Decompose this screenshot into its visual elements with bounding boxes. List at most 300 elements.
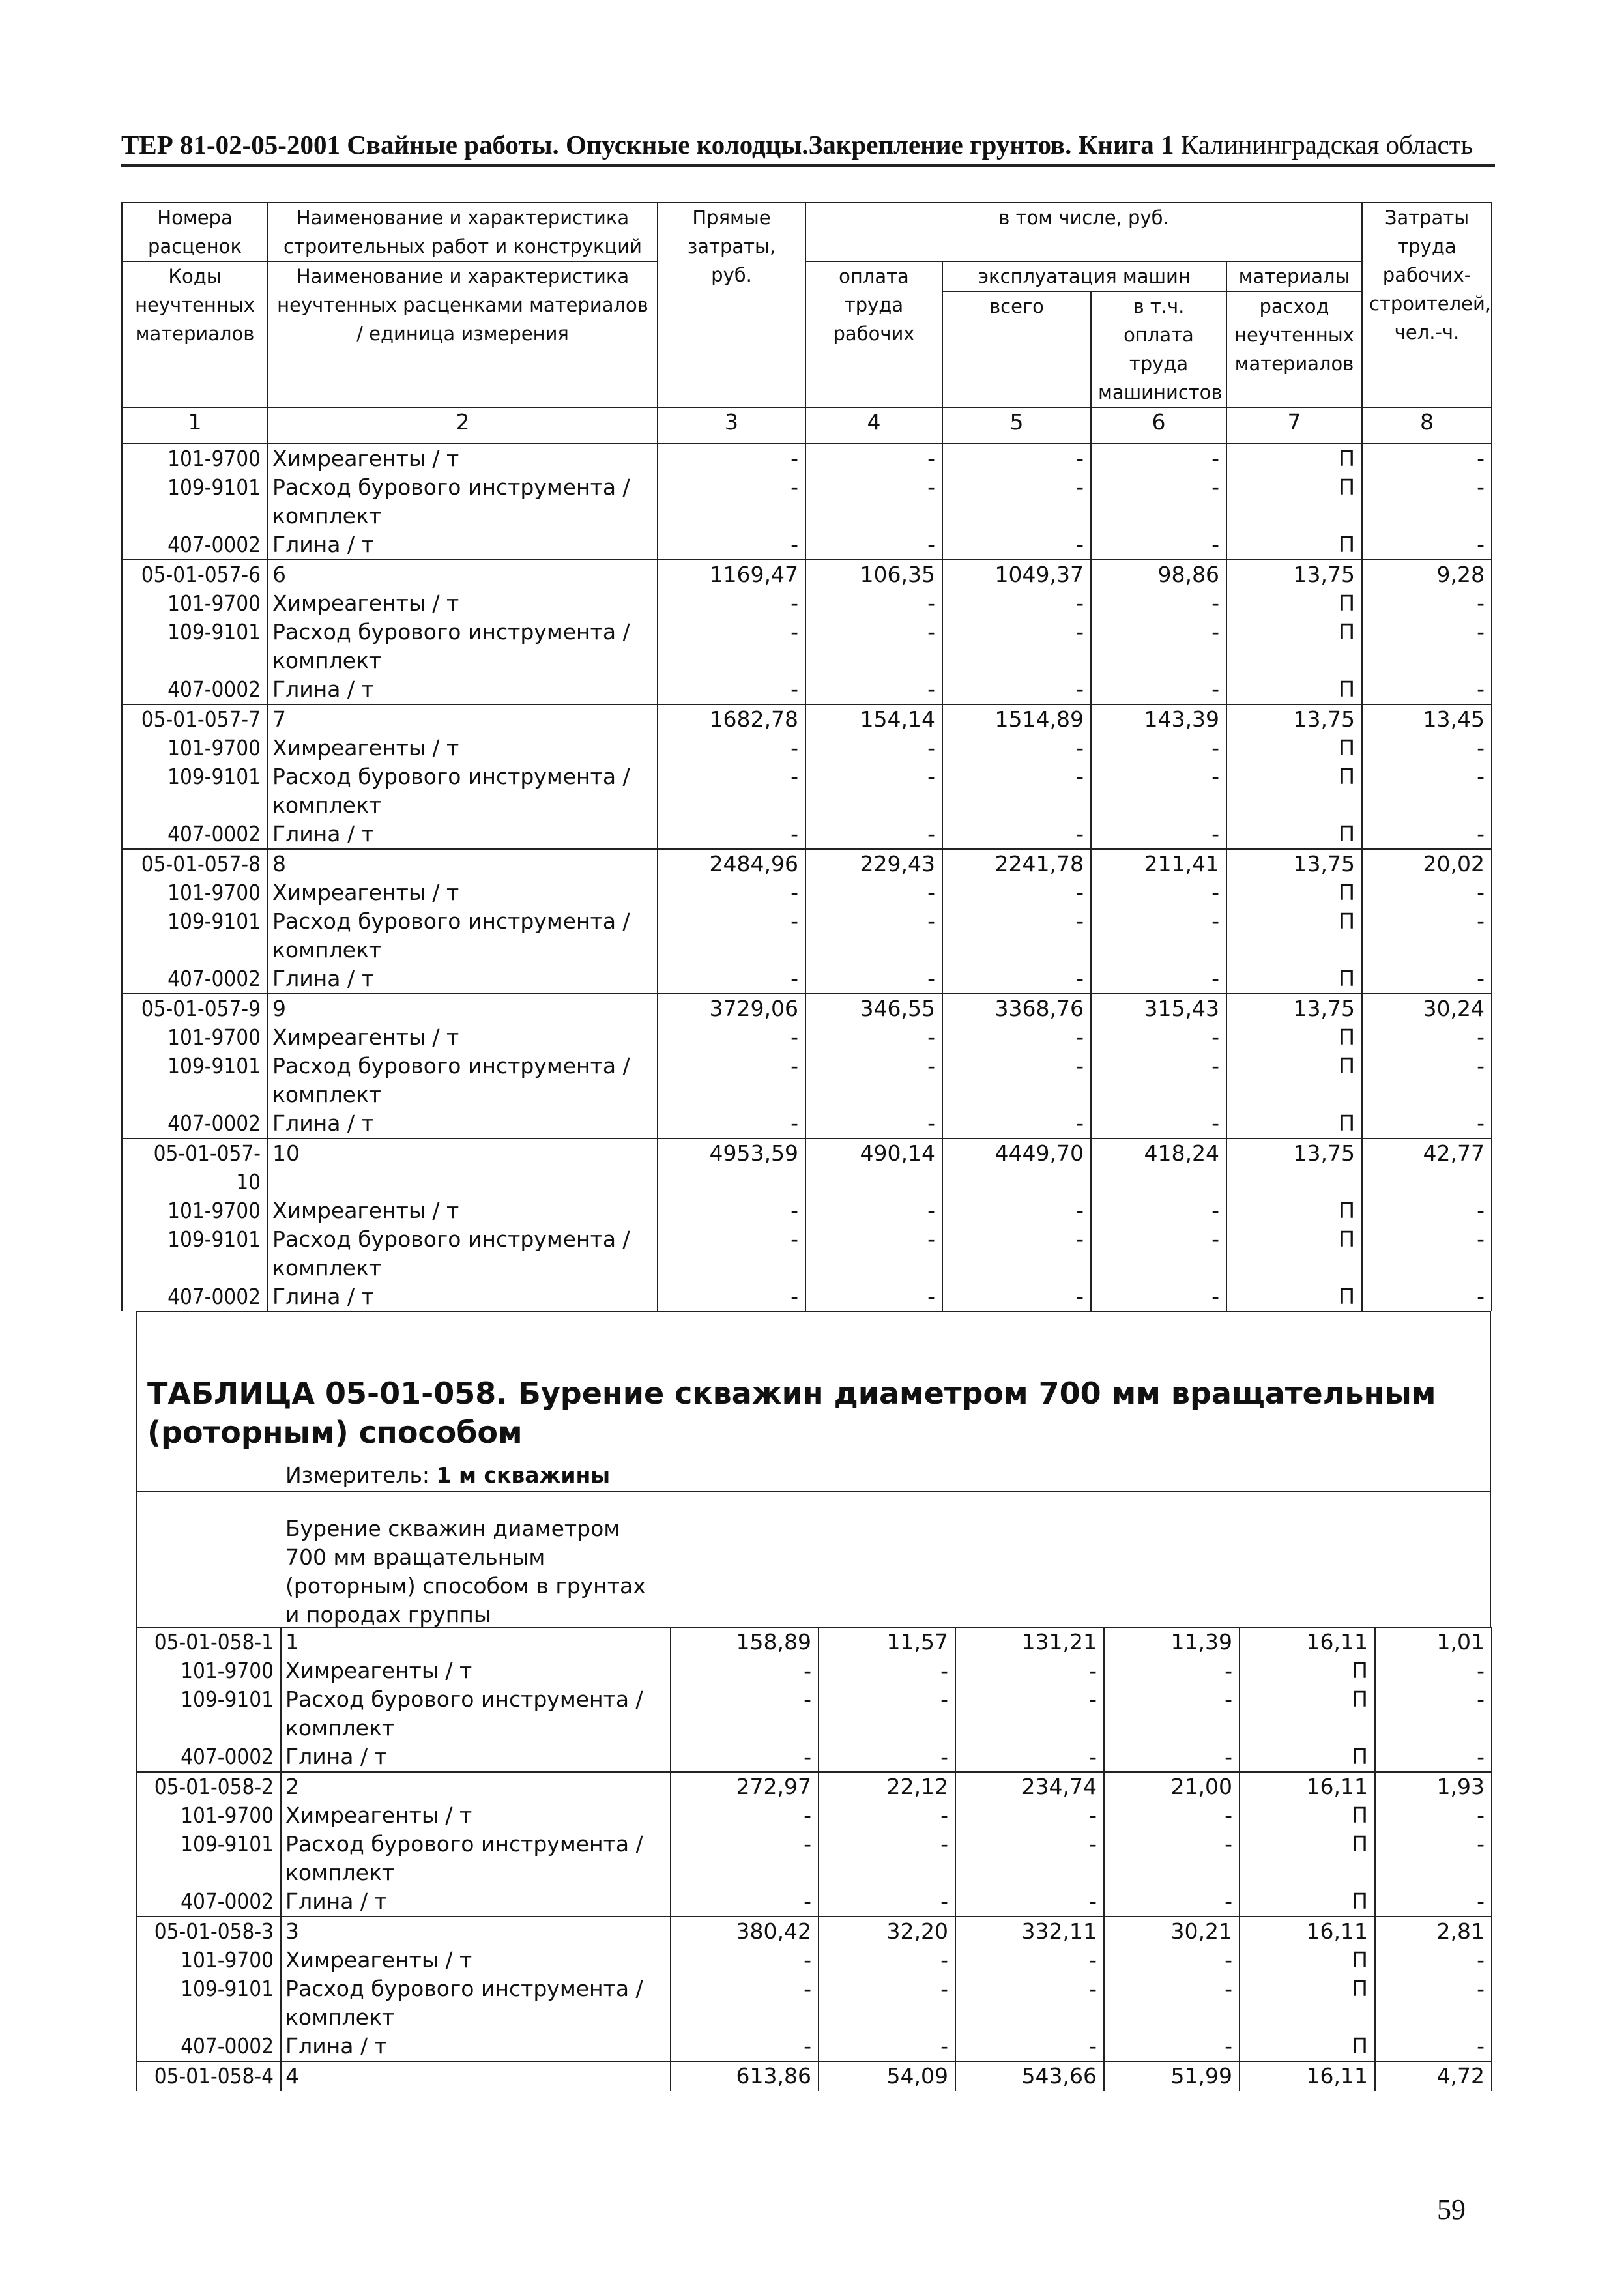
direct-costs-value: - — [658, 964, 805, 994]
materials-value: 13,75 — [1226, 849, 1362, 878]
item-name: Глина / т — [268, 675, 658, 704]
column-number: 2 — [268, 407, 658, 444]
item-name: Химреагенты / т — [281, 1801, 671, 1830]
header-including: в том числе, руб. — [805, 203, 1362, 261]
rate-code: 407-0002 — [122, 530, 268, 560]
direct-costs-value: - — [658, 1196, 805, 1225]
material-row — [122, 964, 1492, 994]
materials-value: П — [1226, 444, 1362, 473]
labor-costs-value: - — [1362, 473, 1492, 530]
estimate-table — [121, 202, 1492, 1311]
rate-row — [122, 560, 1492, 589]
labor-costs-value: - — [1362, 589, 1492, 618]
rate-row — [122, 1138, 1492, 1196]
materials-value: П — [1226, 1283, 1362, 1311]
machines-total-value: - — [942, 1225, 1091, 1283]
direct-costs-value: - — [658, 444, 805, 473]
labor-costs-value: - — [1362, 618, 1492, 675]
machines-total-value: - — [955, 1975, 1104, 2032]
material-row — [122, 734, 1492, 762]
rate-code: 407-0002 — [136, 1887, 281, 1917]
item-name: Глина / т — [281, 1743, 671, 1772]
rate-code: 109-9101 — [122, 762, 268, 820]
materials-value: 16,11 — [1240, 1772, 1375, 1801]
machinist-pay-value: - — [1104, 1975, 1240, 2032]
worker-pay-value: - — [819, 1801, 955, 1830]
direct-costs-value: - — [658, 530, 805, 560]
material-row — [122, 762, 1492, 820]
labor-costs-value: - — [1362, 1109, 1492, 1138]
machines-total-value: 131,21 — [955, 1627, 1104, 1657]
rate-code: 101-9700 — [122, 878, 268, 907]
header-work-name: Наименование и характеристика строительных работ и конструкций — [268, 203, 658, 261]
rate-code: 101-9700 — [122, 734, 268, 762]
material-row — [122, 1283, 1492, 1311]
machinist-pay-value: 315,43 — [1091, 994, 1226, 1023]
rate-code: 109-9101 — [122, 473, 268, 530]
table-title: ТАБЛИЦА 05-01-058. Бурение скважин диаметром 700 мм вращательным (роторным) способом — [147, 1376, 1436, 1450]
machines-total-value: - — [942, 1283, 1091, 1311]
material-row — [136, 1975, 1492, 2032]
item-name: Химреагенты / т — [268, 1023, 658, 1052]
machines-total-value: - — [942, 907, 1091, 964]
materials-value: П — [1226, 1196, 1362, 1225]
worker-pay-value: - — [805, 473, 942, 530]
machinist-pay-value: 51,99 — [1104, 2061, 1240, 2091]
machinist-pay-value: - — [1091, 820, 1226, 849]
material-row — [122, 907, 1492, 964]
direct-costs-value: - — [658, 907, 805, 964]
header-materials: материалы — [1226, 261, 1362, 291]
worker-pay-value: - — [805, 444, 942, 473]
material-row — [122, 1052, 1492, 1109]
header-material-name: Наименование и характеристика неучтенных расценками материалов / единица измерения — [268, 261, 658, 407]
header-worker-pay: оплата труда рабочих — [805, 261, 942, 407]
column-number: 5 — [942, 407, 1091, 444]
machinist-pay-value: - — [1091, 907, 1226, 964]
materials-value: П — [1240, 1830, 1375, 1887]
item-name: Химреагенты / т — [268, 589, 658, 618]
rate-code: 05-01-057-9 — [122, 994, 268, 1023]
machinist-pay-value: - — [1091, 1225, 1226, 1283]
machines-total-value: - — [942, 734, 1091, 762]
direct-costs-value: 272,97 — [671, 1772, 819, 1801]
worker-pay-value: - — [819, 1946, 955, 1975]
labor-costs-value: 1,93 — [1375, 1772, 1492, 1801]
table-title-block — [136, 1311, 1491, 1492]
labor-costs-value: - — [1362, 1196, 1492, 1225]
rate-code: 05-01-058-2 — [136, 1772, 281, 1801]
description-block — [136, 1492, 1491, 1627]
worker-pay-value: - — [805, 1109, 942, 1138]
materials-value: П — [1226, 589, 1362, 618]
rate-row — [122, 849, 1492, 878]
labor-costs-value: 42,77 — [1362, 1138, 1492, 1196]
labor-costs-value: - — [1375, 1743, 1492, 1772]
direct-costs-value: - — [671, 2032, 819, 2061]
labor-costs-value: - — [1375, 1887, 1492, 1917]
header-machines: эксплуатация машин — [942, 261, 1226, 291]
item-name: Расход бурового инструмента / комплект — [268, 762, 658, 820]
labor-costs-value: - — [1362, 1052, 1492, 1109]
rate-row — [136, 2061, 1492, 2091]
labor-costs-value: - — [1362, 734, 1492, 762]
header-unaccounted-materials: расход неучтенных материалов — [1226, 291, 1362, 407]
worker-pay-value: - — [819, 1657, 955, 1685]
direct-costs-value: - — [658, 734, 805, 762]
direct-costs-value: 380,42 — [671, 1917, 819, 1946]
worker-pay-value: - — [805, 618, 942, 675]
direct-costs-value: 2484,96 — [658, 849, 805, 878]
worker-pay-value: - — [819, 1975, 955, 2032]
materials-value: 13,75 — [1226, 704, 1362, 734]
rate-code: 407-0002 — [136, 2032, 281, 2061]
materials-value: П — [1240, 1946, 1375, 1975]
worker-pay-value: - — [805, 878, 942, 907]
header-region: Калининградская область — [1174, 130, 1473, 160]
header-material-codes: Коды неучтенных материалов — [122, 261, 268, 407]
machines-total-value: - — [942, 589, 1091, 618]
direct-costs-value: - — [671, 1801, 819, 1830]
worker-pay-value: - — [819, 1887, 955, 1917]
materials-value: П — [1226, 530, 1362, 560]
machines-total-value: 3368,76 — [942, 994, 1091, 1023]
estimate-table-058 — [136, 1627, 1492, 2091]
rate-code: 101-9700 — [122, 589, 268, 618]
rate-row — [122, 994, 1492, 1023]
machines-total-value: 4449,70 — [942, 1138, 1091, 1196]
item-name: Расход бурового инструмента / комплект — [268, 907, 658, 964]
rate-row — [136, 1627, 1492, 1657]
item-name: Химреагенты / т — [268, 444, 658, 473]
item-name: 7 — [268, 704, 658, 734]
materials-value: П — [1226, 1023, 1362, 1052]
worker-pay-value: 106,35 — [805, 560, 942, 589]
materials-value: П — [1226, 878, 1362, 907]
item-name: Глина / т — [268, 1283, 658, 1311]
material-row — [122, 1225, 1492, 1283]
materials-value: П — [1226, 675, 1362, 704]
machinist-pay-value: - — [1091, 734, 1226, 762]
direct-costs-value: - — [671, 1887, 819, 1917]
rate-code: 101-9700 — [136, 1801, 281, 1830]
item-name: 10 — [268, 1138, 658, 1196]
item-name: 4 — [281, 2061, 671, 2091]
direct-costs-value: - — [671, 1657, 819, 1685]
machines-total-value: - — [955, 1946, 1104, 1975]
rate-code: 407-0002 — [122, 820, 268, 849]
measure-label: Измеритель: — [285, 1462, 437, 1488]
worker-pay-value: 229,43 — [805, 849, 942, 878]
materials-value: 16,11 — [1240, 1627, 1375, 1657]
rate-code: 05-01-057-8 — [122, 849, 268, 878]
labor-costs-value: 9,28 — [1362, 560, 1492, 589]
rate-code: 101-9700 — [122, 1023, 268, 1052]
item-name: 1 — [281, 1627, 671, 1657]
machinist-pay-value: - — [1091, 964, 1226, 994]
machinist-pay-value: - — [1091, 1052, 1226, 1109]
machinist-pay-value: - — [1104, 1685, 1240, 1743]
machines-total-value: 234,74 — [955, 1772, 1104, 1801]
machines-total-value: - — [955, 1887, 1104, 1917]
item-name: Химреагенты / т — [268, 734, 658, 762]
direct-costs-value: - — [658, 618, 805, 675]
column-number: 4 — [805, 407, 942, 444]
labor-costs-value: - — [1375, 1975, 1492, 2032]
machines-total-value: - — [942, 878, 1091, 907]
materials-value: 16,11 — [1240, 2061, 1375, 2091]
worker-pay-value: 11,57 — [819, 1627, 955, 1657]
machinist-pay-value: - — [1091, 473, 1226, 530]
machinist-pay-value: 11,39 — [1104, 1627, 1240, 1657]
machines-total-value: - — [942, 820, 1091, 849]
machines-total-value: 2241,78 — [942, 849, 1091, 878]
rate-code: 407-0002 — [122, 675, 268, 704]
direct-costs-value: 1169,47 — [658, 560, 805, 589]
item-name: Химреагенты / т — [281, 1946, 671, 1975]
direct-costs-value: - — [671, 1685, 819, 1743]
table-body-058 — [136, 1627, 1492, 2091]
item-name: Химреагенты / т — [281, 1657, 671, 1685]
rate-code: 109-9101 — [122, 1225, 268, 1283]
header-machines-total: всего — [942, 291, 1091, 407]
direct-costs-value: - — [658, 1225, 805, 1283]
machinist-pay-value: 418,24 — [1091, 1138, 1226, 1196]
labor-costs-value: - — [1375, 1946, 1492, 1975]
material-row — [122, 820, 1492, 849]
machinist-pay-value: - — [1104, 1946, 1240, 1975]
machines-total-value: - — [942, 1052, 1091, 1109]
rate-code: 109-9101 — [122, 907, 268, 964]
rate-code: 407-0002 — [122, 1283, 268, 1311]
machinist-pay-value: - — [1091, 1023, 1226, 1052]
machines-total-value: - — [955, 2032, 1104, 2061]
labor-costs-value: - — [1375, 1801, 1492, 1830]
direct-costs-value: - — [658, 675, 805, 704]
rate-code: 407-0002 — [136, 1743, 281, 1772]
direct-costs-value: 4953,59 — [658, 1138, 805, 1196]
direct-costs-value: - — [658, 1283, 805, 1311]
worker-pay-value: - — [819, 1743, 955, 1772]
labor-costs-value: - — [1375, 2032, 1492, 2061]
rate-code: 109-9101 — [136, 1830, 281, 1887]
machines-total-value: 543,66 — [955, 2061, 1104, 2091]
materials-value: П — [1226, 1225, 1362, 1283]
direct-costs-value: - — [658, 762, 805, 820]
machinist-pay-value: 30,21 — [1104, 1917, 1240, 1946]
machinist-pay-value: - — [1104, 1657, 1240, 1685]
rate-code: 109-9101 — [136, 1975, 281, 2032]
item-name: Расход бурового инструмента / комплект — [281, 1830, 671, 1887]
worker-pay-value: 346,55 — [805, 994, 942, 1023]
rate-row — [136, 1772, 1492, 1801]
material-row — [122, 878, 1492, 907]
labor-costs-value: 1,01 — [1375, 1627, 1492, 1657]
materials-value: 16,11 — [1240, 1917, 1375, 1946]
machinist-pay-value: - — [1104, 1801, 1240, 1830]
direct-costs-value: 613,86 — [671, 2061, 819, 2091]
material-row — [136, 1801, 1492, 1830]
item-name: Химреагенты / т — [268, 1196, 658, 1225]
rate-code: 05-01-057-7 — [122, 704, 268, 734]
item-name: 8 — [268, 849, 658, 878]
item-name: Расход бурового инструмента / комплект — [281, 1975, 671, 2032]
material-row — [122, 618, 1492, 675]
machinist-pay-value: - — [1091, 1283, 1226, 1311]
table-header — [122, 203, 1492, 444]
machinist-pay-value: - — [1091, 675, 1226, 704]
rate-code: 109-9101 — [136, 1685, 281, 1743]
item-name: Расход бурового инструмента / комплект — [268, 1225, 658, 1283]
item-name: Химреагенты / т — [268, 878, 658, 907]
machinist-pay-value: - — [1091, 1196, 1226, 1225]
worker-pay-value: - — [805, 530, 942, 560]
page-header — [121, 125, 1495, 167]
materials-value: П — [1240, 1975, 1375, 2032]
direct-costs-value: - — [658, 1052, 805, 1109]
machines-total-value: - — [942, 618, 1091, 675]
machinist-pay-value: 21,00 — [1104, 1772, 1240, 1801]
item-name: Глина / т — [268, 530, 658, 560]
labor-costs-value: - — [1362, 1225, 1492, 1283]
direct-costs-value: - — [658, 820, 805, 849]
item-name: Расход бурового инструмента / комплект — [281, 1685, 671, 1743]
direct-costs-value: - — [671, 1830, 819, 1887]
material-row — [136, 1657, 1492, 1685]
worker-pay-value: - — [805, 734, 942, 762]
header-rate-numbers: Номера расценок — [122, 203, 268, 261]
header-direct-costs: Прямые затраты, руб. — [658, 203, 805, 407]
direct-costs-value: 158,89 — [671, 1627, 819, 1657]
material-row — [122, 675, 1492, 704]
machines-total-value: - — [942, 1109, 1091, 1138]
materials-value: П — [1226, 1052, 1362, 1109]
item-name: Глина / т — [281, 1887, 671, 1917]
column-number: 3 — [658, 407, 805, 444]
material-row — [136, 1685, 1492, 1743]
direct-costs-value: - — [658, 473, 805, 530]
labor-costs-value: - — [1362, 907, 1492, 964]
machinist-pay-value: - — [1091, 589, 1226, 618]
materials-value: П — [1226, 473, 1362, 530]
materials-value: П — [1240, 1801, 1375, 1830]
item-name: 6 — [268, 560, 658, 589]
machines-total-value: - — [942, 473, 1091, 530]
machinist-pay-value: - — [1104, 2032, 1240, 2061]
labor-costs-value: - — [1362, 820, 1492, 849]
direct-costs-value: 3729,06 — [658, 994, 805, 1023]
material-row — [136, 1946, 1492, 1975]
labor-costs-value: 4,72 — [1375, 2061, 1492, 2091]
labor-costs-value: - — [1362, 1023, 1492, 1052]
rate-code: 05-01-058-3 — [136, 1917, 281, 1946]
worker-pay-value: - — [805, 675, 942, 704]
measure-line — [285, 1462, 610, 1488]
machines-total-value: - — [942, 964, 1091, 994]
labor-costs-value: - — [1362, 530, 1492, 560]
machines-total-value: 1514,89 — [942, 704, 1091, 734]
item-name: Расход бурового инструмента / комплект — [268, 618, 658, 675]
rate-row — [136, 1917, 1492, 1946]
direct-costs-value: 1682,78 — [658, 704, 805, 734]
machinist-pay-value: 143,39 — [1091, 704, 1226, 734]
worker-pay-value: - — [819, 2032, 955, 2061]
item-name: Глина / т — [268, 820, 658, 849]
machinist-pay-value: 211,41 — [1091, 849, 1226, 878]
worker-pay-value: - — [805, 964, 942, 994]
worker-pay-value: 154,14 — [805, 704, 942, 734]
direct-costs-value: - — [658, 1023, 805, 1052]
materials-value: 13,75 — [1226, 560, 1362, 589]
column-number: 6 — [1091, 407, 1226, 444]
material-row — [122, 1109, 1492, 1138]
column-numbers-row — [122, 407, 1492, 444]
direct-costs-value: - — [658, 1109, 805, 1138]
column-number: 8 — [1362, 407, 1492, 444]
rate-code: 109-9101 — [122, 1052, 268, 1109]
machinist-pay-value: 98,86 — [1091, 560, 1226, 589]
item-name: Глина / т — [268, 1109, 658, 1138]
item-name: Глина / т — [268, 964, 658, 994]
materials-value: 13,75 — [1226, 994, 1362, 1023]
labor-costs-value: - — [1362, 675, 1492, 704]
table-body-057 — [122, 444, 1492, 1311]
direct-costs-value: - — [671, 1975, 819, 2032]
item-name: 9 — [268, 994, 658, 1023]
material-row — [136, 1830, 1492, 1887]
material-row — [122, 444, 1492, 473]
item-name: Расход бурового инструмента / комплект — [268, 1052, 658, 1109]
rate-code: 101-9700 — [122, 1196, 268, 1225]
rate-code: 05-01-057-10 — [122, 1138, 268, 1196]
materials-value: П — [1240, 1743, 1375, 1772]
machinist-pay-value: - — [1091, 444, 1226, 473]
measure-value: 1 м скважины — [436, 1462, 611, 1488]
labor-costs-value: 13,45 — [1362, 704, 1492, 734]
rate-code: 109-9101 — [122, 618, 268, 675]
machinist-pay-value: - — [1091, 878, 1226, 907]
machinist-pay-value: - — [1091, 618, 1226, 675]
labor-costs-value: - — [1362, 1283, 1492, 1311]
rate-code: 407-0002 — [122, 1109, 268, 1138]
materials-value: П — [1240, 2032, 1375, 2061]
worker-pay-value: 22,12 — [819, 1772, 955, 1801]
machinist-pay-value: - — [1091, 762, 1226, 820]
material-row — [136, 2032, 1492, 2061]
labor-costs-value: 20,02 — [1362, 849, 1492, 878]
worker-pay-value: - — [819, 1685, 955, 1743]
worker-pay-value: 32,20 — [819, 1917, 955, 1946]
worker-pay-value: - — [805, 820, 942, 849]
materials-value: П — [1226, 964, 1362, 994]
materials-value: П — [1226, 1109, 1362, 1138]
worker-pay-value: 54,09 — [819, 2061, 955, 2091]
rate-row — [122, 704, 1492, 734]
material-row — [136, 1743, 1492, 1772]
labor-costs-value: 30,24 — [1362, 994, 1492, 1023]
material-row — [122, 530, 1492, 560]
machinist-pay-value: - — [1104, 1887, 1240, 1917]
machinist-pay-value: - — [1091, 1109, 1226, 1138]
direct-costs-value: - — [658, 589, 805, 618]
machines-total-value: 1049,37 — [942, 560, 1091, 589]
labor-costs-value: - — [1362, 964, 1492, 994]
machines-total-value: - — [955, 1743, 1104, 1772]
header-labor-costs: Затраты труда рабочих-строителей, чел.-ч. — [1362, 203, 1492, 407]
rate-code: 05-01-058-4 — [136, 2061, 281, 2091]
rate-code: 05-01-058-1 — [136, 1627, 281, 1657]
worker-pay-value: - — [805, 1052, 942, 1109]
